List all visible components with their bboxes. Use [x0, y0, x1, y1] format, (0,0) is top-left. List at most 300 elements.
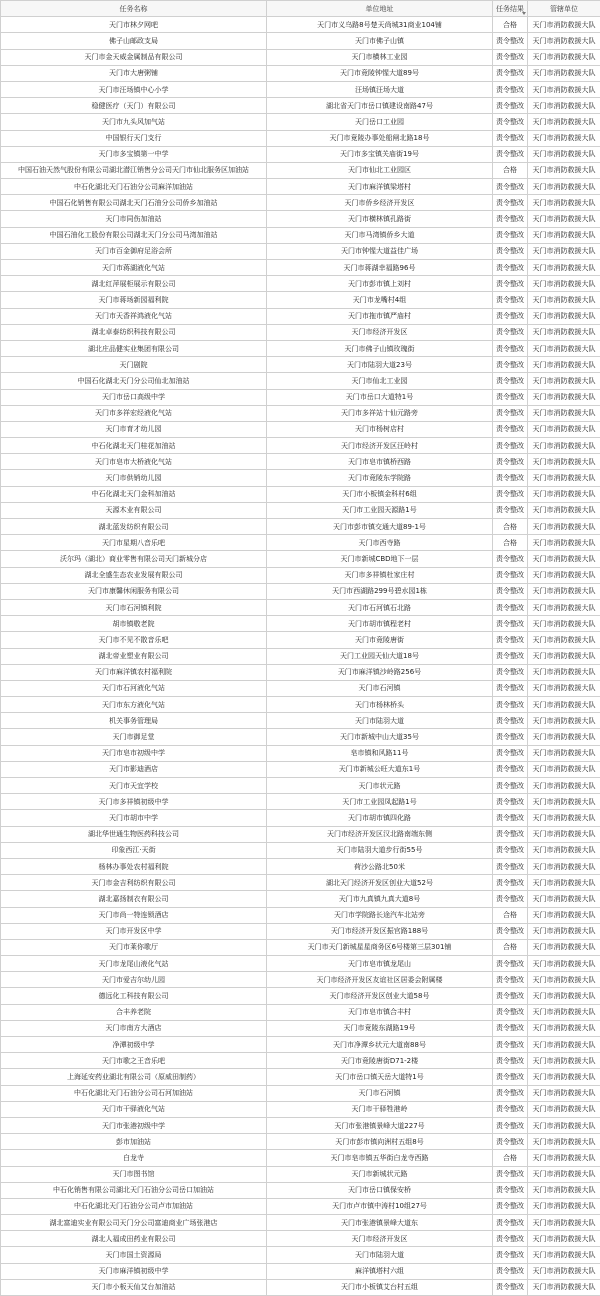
cell-jurisdiction[interactable]: 天门市消防救援大队 [528, 243, 600, 259]
table-row[interactable] [1, 1134, 600, 1150]
header-unit-address[interactable] [267, 1, 493, 17]
cell-task-name[interactable]: 中国银行天门支行 [1, 130, 267, 146]
cell-unit-address[interactable]: 天门市钟惺大道益佳广场 [267, 243, 493, 259]
cell-task-result[interactable]: 合格 [493, 939, 528, 955]
cell-task-name[interactable]: 中石化湖北天门桂花加油站 [1, 438, 267, 454]
table-row[interactable] [1, 907, 600, 923]
cell-task-name[interactable]: 天门市蒋湖液化气站 [1, 260, 267, 276]
cell-unit-address[interactable]: 天门市岳口镇保安桥 [267, 1182, 493, 1198]
cell-task-name[interactable]: 天门市天宜学校 [1, 778, 267, 794]
cell-unit-address[interactable]: 天门工业园天仙大道18号 [267, 648, 493, 664]
cell-task-result[interactable]: 责令整改 [493, 794, 528, 810]
cell-jurisdiction[interactable]: 天门市消防救援大队 [528, 1053, 600, 1069]
cell-task-result[interactable]: 责令整改 [493, 875, 528, 891]
table-row[interactable] [1, 1085, 600, 1101]
cell-task-result[interactable]: 责令整改 [493, 1134, 528, 1150]
table-row[interactable] [1, 49, 600, 65]
cell-task-name[interactable]: 中石化湖北天门石油分公司卢市加油站 [1, 1198, 267, 1214]
cell-unit-address[interactable]: 天门市杨林桥头 [267, 697, 493, 713]
cell-task-result[interactable]: 责令整改 [493, 1004, 528, 1020]
cell-task-result[interactable]: 责令整改 [493, 1166, 528, 1182]
cell-task-result[interactable]: 责令整改 [493, 260, 528, 276]
cell-unit-address[interactable]: 天门市岳口大道特1号 [267, 389, 493, 405]
cell-task-name[interactable]: 湖北蓝发纺织有限公司 [1, 519, 267, 535]
cell-task-result[interactable]: 责令整改 [493, 664, 528, 680]
cell-task-name[interactable]: 天门市汪场镇中心小学 [1, 81, 267, 97]
table-row[interactable] [1, 729, 600, 745]
cell-unit-address[interactable]: 天门市彭市镇上刘村 [267, 276, 493, 292]
table-row[interactable] [1, 875, 600, 891]
cell-task-name[interactable]: 天门市金吉利纺织有限公司 [1, 875, 267, 891]
cell-jurisdiction[interactable]: 天门市消防救援大队 [528, 1117, 600, 1133]
cell-task-name[interactable]: 天门市皂市初级中学 [1, 745, 267, 761]
cell-task-name[interactable]: 天门市尚一特连锁酒店 [1, 907, 267, 923]
cell-jurisdiction[interactable]: 天门市消防救援大队 [528, 454, 600, 470]
cell-task-result[interactable]: 责令整改 [493, 1182, 528, 1198]
cell-task-result[interactable]: 责令整改 [493, 502, 528, 518]
table-row[interactable] [1, 826, 600, 842]
cell-task-name[interactable]: 天门市多祥宏经液化气站 [1, 405, 267, 421]
cell-task-name[interactable]: 净潭初级中学 [1, 1037, 267, 1053]
cell-task-result[interactable]: 责令整改 [493, 49, 528, 65]
cell-jurisdiction[interactable]: 天门市消防救援大队 [528, 1150, 600, 1166]
cell-jurisdiction[interactable]: 天门市消防救援大队 [528, 1101, 600, 1117]
cell-task-result[interactable]: 责令整改 [493, 421, 528, 437]
table-row[interactable] [1, 114, 600, 130]
cell-task-result[interactable]: 责令整改 [493, 211, 528, 227]
cell-unit-address[interactable]: 天门市新城状元路 [267, 1166, 493, 1182]
cell-task-name[interactable]: 中石化湖北天门金科加油站 [1, 486, 267, 502]
cell-task-result[interactable]: 责令整改 [493, 340, 528, 356]
cell-jurisdiction[interactable]: 天门市消防救援大队 [528, 680, 600, 696]
header-task-result[interactable] [493, 1, 528, 17]
cell-task-name[interactable]: 稳健医疗（天门）有限公司 [1, 98, 267, 114]
cell-unit-address[interactable]: 天门市蒋湖幸福路96号 [267, 260, 493, 276]
cell-jurisdiction[interactable]: 天门市消防救援大队 [528, 1020, 600, 1036]
cell-task-result[interactable]: 责令整改 [493, 146, 528, 162]
cell-task-name[interactable]: 中国石化湖北天门分公司仙北加油站 [1, 373, 267, 389]
cell-jurisdiction[interactable]: 天门市消防救援大队 [528, 130, 600, 146]
table-row[interactable] [1, 81, 600, 97]
cell-jurisdiction[interactable]: 天门市消防救援大队 [528, 907, 600, 923]
table-row[interactable] [1, 972, 600, 988]
cell-unit-address[interactable]: 天门市石河镇 [267, 680, 493, 696]
cell-unit-address[interactable]: 天门市张港镇景峰大道227号 [267, 1117, 493, 1133]
cell-jurisdiction[interactable]: 天门市消防救援大队 [528, 340, 600, 356]
cell-task-result[interactable]: 责令整改 [493, 648, 528, 664]
table-row[interactable] [1, 648, 600, 664]
table-row[interactable] [1, 1166, 600, 1182]
cell-unit-address[interactable]: 天门市麻洋镇沙岭路256号 [267, 664, 493, 680]
cell-task-result[interactable]: 责令整改 [493, 988, 528, 1004]
cell-unit-address[interactable]: 天门市横林工业园 [267, 49, 493, 65]
cell-task-result[interactable]: 责令整改 [493, 1117, 528, 1133]
table-row[interactable] [1, 308, 600, 324]
cell-jurisdiction[interactable]: 天门市消防救援大队 [528, 713, 600, 729]
cell-jurisdiction[interactable]: 天门市消防救援大队 [528, 276, 600, 292]
header-task-name[interactable] [1, 1, 267, 17]
cell-task-name[interactable]: 天门市供销幼儿园 [1, 470, 267, 486]
cell-task-result[interactable]: 合格 [493, 535, 528, 551]
cell-task-result[interactable]: 责令整改 [493, 65, 528, 81]
cell-unit-address[interactable]: 天门市经济开发区友谊社区居委会附属楼 [267, 972, 493, 988]
table-row[interactable] [1, 1101, 600, 1117]
cell-unit-address[interactable]: 天门市竟陵唐街D71-2楼 [267, 1053, 493, 1069]
cell-task-result[interactable]: 责令整改 [493, 551, 528, 567]
cell-jurisdiction[interactable]: 天门市消防救援大队 [528, 114, 600, 130]
cell-task-result[interactable]: 责令整改 [493, 567, 528, 583]
cell-jurisdiction[interactable]: 天门市消防救援大队 [528, 49, 600, 65]
cell-task-name[interactable]: 天门市石河液化气站 [1, 680, 267, 696]
cell-jurisdiction[interactable]: 天门市消防救援大队 [528, 405, 600, 421]
cell-task-name[interactable]: 印象西江·天街 [1, 842, 267, 858]
cell-task-result[interactable]: 责令整改 [493, 761, 528, 777]
cell-unit-address[interactable]: 天门市经济开发区 [267, 324, 493, 340]
cell-unit-address[interactable]: 天门市经济开发区 [267, 1231, 493, 1247]
cell-task-result[interactable]: 责令整改 [493, 276, 528, 292]
cell-unit-address[interactable]: 天门市张港镇景峰大道东 [267, 1215, 493, 1231]
cell-jurisdiction[interactable]: 天门市消防救援大队 [528, 794, 600, 810]
table-row[interactable] [1, 1150, 600, 1166]
table-row[interactable] [1, 583, 600, 599]
cell-task-name[interactable]: 湖北庄品健实业集团有限公司 [1, 340, 267, 356]
table-row[interactable] [1, 956, 600, 972]
cell-task-name[interactable]: 胡市镇敬老院 [1, 616, 267, 632]
cell-task-name[interactable]: 天门市多宝镇第一中学 [1, 146, 267, 162]
cell-task-result[interactable]: 合格 [493, 17, 528, 33]
table-row[interactable] [1, 842, 600, 858]
cell-unit-address[interactable]: 天门市皂市镇合丰村 [267, 1004, 493, 1020]
cell-unit-address[interactable]: 天门市竟陵东湖路19号 [267, 1020, 493, 1036]
cell-task-result[interactable]: 责令整改 [493, 438, 528, 454]
cell-task-name[interactable]: 湖北华世通生物医药科技公司 [1, 826, 267, 842]
cell-task-name[interactable]: 天门市歌之王音乐吧 [1, 1053, 267, 1069]
cell-unit-address[interactable]: 天门岳口工业园 [267, 114, 493, 130]
cell-task-name[interactable]: 白龙寺 [1, 1150, 267, 1166]
cell-unit-address[interactable]: 天门市经济开发区振官路188号 [267, 923, 493, 939]
cell-task-result[interactable]: 责令整改 [493, 470, 528, 486]
cell-task-name[interactable]: 天门市九头风加气站 [1, 114, 267, 130]
cell-unit-address[interactable]: 湖北省天门市岳口镇建设南路47号 [267, 98, 493, 114]
cell-task-result[interactable]: 责令整改 [493, 826, 528, 842]
cell-unit-address[interactable]: 天门市小板镇艾台村五组 [267, 1279, 493, 1295]
cell-task-result[interactable]: 责令整改 [493, 1215, 528, 1231]
cell-unit-address[interactable]: 天门市西湖路299号碧水园1栋 [267, 583, 493, 599]
cell-unit-address[interactable]: 天门市岳口镇天岳大道特1号 [267, 1069, 493, 1085]
cell-jurisdiction[interactable]: 天门市消防救援大队 [528, 308, 600, 324]
cell-jurisdiction[interactable]: 天门市消防救援大队 [528, 1247, 600, 1263]
cell-task-result[interactable]: 责令整改 [493, 389, 528, 405]
cell-task-result[interactable]: 责令整改 [493, 858, 528, 874]
cell-unit-address[interactable]: 天门市新城公旺大道东1号 [267, 761, 493, 777]
cell-task-name[interactable]: 天门市麻洋镇初级中学 [1, 1263, 267, 1279]
cell-task-name[interactable]: 天门市胡市中学 [1, 810, 267, 826]
cell-jurisdiction[interactable]: 天门市消防救援大队 [528, 470, 600, 486]
cell-jurisdiction[interactable]: 天门市消防救援大队 [528, 162, 600, 178]
cell-jurisdiction[interactable]: 天门市消防救援大队 [528, 1279, 600, 1295]
cell-task-result[interactable]: 责令整改 [493, 632, 528, 648]
cell-task-name[interactable]: 湖北卓泰纺织科技有限公司 [1, 324, 267, 340]
cell-unit-address[interactable]: 天门市佛子山镇玫瑰街 [267, 340, 493, 356]
table-row[interactable] [1, 373, 600, 389]
cell-task-name[interactable]: 机关事务管理局 [1, 713, 267, 729]
table-row[interactable] [1, 130, 600, 146]
cell-task-result[interactable]: 责令整改 [493, 842, 528, 858]
cell-task-result[interactable]: 责令整改 [493, 195, 528, 211]
cell-jurisdiction[interactable]: 天门市消防救援大队 [528, 389, 600, 405]
cell-task-result[interactable]: 责令整改 [493, 745, 528, 761]
table-row[interactable] [1, 1020, 600, 1036]
cell-jurisdiction[interactable]: 天门市消防救援大队 [528, 324, 600, 340]
table-row[interactable] [1, 1182, 600, 1198]
table-row[interactable] [1, 389, 600, 405]
cell-task-result[interactable]: 责令整改 [493, 114, 528, 130]
cell-task-result[interactable]: 责令整改 [493, 1231, 528, 1247]
cell-jurisdiction[interactable]: 天门市消防救援大队 [528, 486, 600, 502]
cell-task-result[interactable]: 责令整改 [493, 729, 528, 745]
cell-unit-address[interactable]: 天门市经济开发区汪岭村 [267, 438, 493, 454]
cell-jurisdiction[interactable]: 天门市消防救援大队 [528, 438, 600, 454]
table-row[interactable] [1, 599, 600, 615]
cell-jurisdiction[interactable]: 天门市消防救援大队 [528, 956, 600, 972]
cell-jurisdiction[interactable]: 天门市消防救援大队 [528, 567, 600, 583]
cell-jurisdiction[interactable]: 天门市消防救援大队 [528, 599, 600, 615]
cell-task-result[interactable]: 责令整改 [493, 292, 528, 308]
cell-task-name[interactable]: 天门市张港初级中学 [1, 1117, 267, 1133]
cell-task-name[interactable]: 天门市麻洋镇农村福利院 [1, 664, 267, 680]
cell-unit-address[interactable]: 荷沙公路北50米 [267, 858, 493, 874]
cell-task-name[interactable]: 天门市龙尾山液化气站 [1, 956, 267, 972]
cell-jurisdiction[interactable]: 天门市消防救援大队 [528, 1004, 600, 1020]
cell-unit-address[interactable]: 天门市多祥镇杜家庄村 [267, 567, 493, 583]
cell-task-name[interactable]: 天门市爱吉尔幼儿园 [1, 972, 267, 988]
table-row[interactable] [1, 1037, 600, 1053]
cell-task-name[interactable]: 天门市皂市大桥液化气站 [1, 454, 267, 470]
table-row[interactable] [1, 697, 600, 713]
cell-jurisdiction[interactable]: 天门市消防救援大队 [528, 33, 600, 49]
cell-jurisdiction[interactable]: 天门市消防救援大队 [528, 923, 600, 939]
cell-jurisdiction[interactable]: 天门市消防救援大队 [528, 195, 600, 211]
cell-task-name[interactable]: 天门市小板天仙艾台加油站 [1, 1279, 267, 1295]
cell-jurisdiction[interactable]: 天门市消防救援大队 [528, 826, 600, 842]
table-row[interactable] [1, 1263, 600, 1279]
cell-task-name[interactable]: 杨林办事处农村福利院 [1, 858, 267, 874]
cell-task-result[interactable]: 责令整改 [493, 130, 528, 146]
cell-jurisdiction[interactable]: 天门市消防救援大队 [528, 535, 600, 551]
table-row[interactable] [1, 292, 600, 308]
table-row[interactable] [1, 486, 600, 502]
table-row[interactable] [1, 551, 600, 567]
cell-task-result[interactable]: 责令整改 [493, 405, 528, 421]
cell-task-name[interactable]: 天门市干驿液化气站 [1, 1101, 267, 1117]
cell-task-result[interactable]: 责令整改 [493, 956, 528, 972]
cell-task-result[interactable]: 责令整改 [493, 697, 528, 713]
cell-jurisdiction[interactable]: 天门市消防救援大队 [528, 260, 600, 276]
cell-task-name[interactable]: 天门市育才幼儿园 [1, 421, 267, 437]
cell-task-name[interactable]: 湖北人福成田药业有限公司 [1, 1231, 267, 1247]
cell-task-result[interactable]: 责令整改 [493, 373, 528, 389]
cell-task-name[interactable]: 天源木业有限公司 [1, 502, 267, 518]
cell-jurisdiction[interactable]: 天门市消防救援大队 [528, 729, 600, 745]
cell-unit-address[interactable]: 天门市竟陵唐街 [267, 632, 493, 648]
cell-jurisdiction[interactable]: 天门市消防救援大队 [528, 842, 600, 858]
cell-jurisdiction[interactable]: 天门市消防救援大队 [528, 778, 600, 794]
cell-unit-address[interactable]: 天门市状元路 [267, 778, 493, 794]
cell-unit-address[interactable]: 麻洋镇塔村六组 [267, 1263, 493, 1279]
cell-unit-address[interactable]: 汪场镇汪场大道 [267, 81, 493, 97]
cell-unit-address[interactable]: 湖北天门经济开发区创业大道52号 [267, 875, 493, 891]
cell-task-name[interactable]: 天门剧院 [1, 357, 267, 373]
cell-task-name[interactable]: 合丰养老院 [1, 1004, 267, 1020]
cell-task-name[interactable]: 天门市不见不散音乐吧 [1, 632, 267, 648]
table-row[interactable] [1, 421, 600, 437]
cell-task-name[interactable]: 上海延安药业湖北有限公司（原威田制药） [1, 1069, 267, 1085]
cell-unit-address[interactable]: 天门市学院路长途汽车北站旁 [267, 907, 493, 923]
table-row[interactable] [1, 567, 600, 583]
table-row[interactable] [1, 243, 600, 259]
cell-task-result[interactable]: 责令整改 [493, 1037, 528, 1053]
cell-unit-address[interactable]: 天门市杨树店村 [267, 421, 493, 437]
cell-unit-address[interactable]: 天门市横林镇孔路街 [267, 211, 493, 227]
cell-task-result[interactable]: 合格 [493, 519, 528, 535]
cell-task-result[interactable]: 责令整改 [493, 81, 528, 97]
cell-unit-address[interactable]: 天门市石河镇 [267, 1085, 493, 1101]
cell-unit-address[interactable]: 天门市陆羽大道 [267, 713, 493, 729]
cell-task-name[interactable]: 天门市南方大酒店 [1, 1020, 267, 1036]
cell-task-result[interactable]: 合格 [493, 907, 528, 923]
table-row[interactable] [1, 535, 600, 551]
table-row[interactable] [1, 470, 600, 486]
cell-task-name[interactable]: 天门市多祥镇初级中学 [1, 794, 267, 810]
cell-jurisdiction[interactable]: 天门市消防救援大队 [528, 1166, 600, 1182]
cell-jurisdiction[interactable]: 天门市消防救援大队 [528, 810, 600, 826]
cell-unit-address[interactable]: 天门市皂市镇龙尾山 [267, 956, 493, 972]
table-row[interactable] [1, 1053, 600, 1069]
cell-task-result[interactable]: 责令整改 [493, 1085, 528, 1101]
table-row[interactable] [1, 17, 600, 33]
cell-task-result[interactable]: 合格 [493, 1150, 528, 1166]
cell-unit-address[interactable]: 天门市新城CBD地下一层 [267, 551, 493, 567]
cell-jurisdiction[interactable]: 天门市消防救援大队 [528, 179, 600, 195]
table-row[interactable] [1, 227, 600, 243]
table-row[interactable] [1, 276, 600, 292]
cell-unit-address[interactable]: 天门市多宝镇关庙街19号 [267, 146, 493, 162]
cell-task-result[interactable]: 责令整改 [493, 324, 528, 340]
table-row[interactable] [1, 664, 600, 680]
table-row[interactable] [1, 324, 600, 340]
cell-jurisdiction[interactable]: 天门市消防救援大队 [528, 1069, 600, 1085]
cell-jurisdiction[interactable]: 天门市消防救援大队 [528, 1263, 600, 1279]
cell-unit-address[interactable]: 天门市拖市镇严庙村 [267, 308, 493, 324]
cell-task-result[interactable]: 合格 [493, 162, 528, 178]
table-row[interactable] [1, 502, 600, 518]
cell-task-result[interactable]: 责令整改 [493, 923, 528, 939]
table-row[interactable] [1, 1004, 600, 1020]
cell-jurisdiction[interactable]: 天门市消防救援大队 [528, 616, 600, 632]
cell-task-result[interactable]: 责令整改 [493, 616, 528, 632]
table-row[interactable] [1, 923, 600, 939]
cell-unit-address[interactable]: 天门市仙北工业园区 [267, 162, 493, 178]
cell-task-result[interactable]: 责令整改 [493, 1020, 528, 1036]
cell-jurisdiction[interactable]: 天门市消防救援大队 [528, 17, 600, 33]
cell-jurisdiction[interactable]: 天门市消防救援大队 [528, 1231, 600, 1247]
cell-task-name[interactable]: 德远化工科技有限公司 [1, 988, 267, 1004]
cell-task-result[interactable]: 责令整改 [493, 1069, 528, 1085]
cell-task-name[interactable]: 中国石化销售有限公司湖北天门石油分公司侨乡加油站 [1, 195, 267, 211]
cell-jurisdiction[interactable]: 天门市消防救援大队 [528, 519, 600, 535]
cell-jurisdiction[interactable]: 天门市消防救援大队 [528, 1134, 600, 1150]
cell-unit-address[interactable]: 天门市工业园天源路1号 [267, 502, 493, 518]
cell-task-name[interactable]: 天门市石河镇利院 [1, 599, 267, 615]
cell-jurisdiction[interactable]: 天门市消防救援大队 [528, 939, 600, 955]
filter-dropdown-icon[interactable] [522, 12, 526, 15]
cell-task-result[interactable]: 责令整改 [493, 1101, 528, 1117]
cell-task-result[interactable]: 责令整改 [493, 1279, 528, 1295]
cell-unit-address[interactable]: 天门市彭市镇交通大道89-1号 [267, 519, 493, 535]
cell-task-result[interactable]: 责令整改 [493, 243, 528, 259]
cell-task-result[interactable]: 责令整改 [493, 680, 528, 696]
cell-unit-address[interactable]: 天门市经济开发区汉北路南端东侧 [267, 826, 493, 842]
cell-jurisdiction[interactable]: 天门市消防救援大队 [528, 632, 600, 648]
cell-jurisdiction[interactable]: 天门市消防救援大队 [528, 292, 600, 308]
cell-jurisdiction[interactable]: 天门市消防救援大队 [528, 227, 600, 243]
cell-jurisdiction[interactable]: 天门市消防救援大队 [528, 1085, 600, 1101]
table-row[interactable] [1, 858, 600, 874]
cell-unit-address[interactable]: 天门市胡市镇四化路 [267, 810, 493, 826]
cell-task-name[interactable]: 天门市金天威金属制品有限公司 [1, 49, 267, 65]
cell-jurisdiction[interactable]: 天门市消防救援大队 [528, 146, 600, 162]
cell-task-name[interactable]: 天门市星期八音乐吧 [1, 535, 267, 551]
cell-task-name[interactable]: 天门市康馨休闲服务有限公司 [1, 583, 267, 599]
cell-jurisdiction[interactable]: 天门市消防救援大队 [528, 551, 600, 567]
cell-unit-address[interactable]: 天门市新城中山大道35号 [267, 729, 493, 745]
cell-jurisdiction[interactable]: 天门市消防救援大队 [528, 648, 600, 664]
cell-task-result[interactable]: 责令整改 [493, 583, 528, 599]
cell-jurisdiction[interactable]: 天门市消防救援大队 [528, 65, 600, 81]
table-row[interactable] [1, 632, 600, 648]
cell-task-name[interactable]: 天门市岳口高级中学 [1, 389, 267, 405]
cell-jurisdiction[interactable]: 天门市消防救援大队 [528, 745, 600, 761]
cell-unit-address[interactable]: 天门市西寺路 [267, 535, 493, 551]
cell-unit-address[interactable]: 天门市干驿牲港岭 [267, 1101, 493, 1117]
cell-task-name[interactable]: 天门市大唐粥铺 [1, 65, 267, 81]
cell-task-name[interactable]: 天门市同伤加油站 [1, 211, 267, 227]
cell-task-name[interactable]: 沃尔玛（湖北）商业零售有限公司天门新城分店 [1, 551, 267, 567]
cell-task-name[interactable]: 中国石油天然气股份有限公司湖北潜江销售分公司天门市仙北服务区加油站 [1, 162, 267, 178]
cell-task-name[interactable]: 中国石油化工股份有限公司湖北天门分公司马湾加油站 [1, 227, 267, 243]
cell-unit-address[interactable]: 天门市龙嘴村4组 [267, 292, 493, 308]
cell-task-name[interactable]: 佛子山邮政支局 [1, 33, 267, 49]
table-row[interactable] [1, 357, 600, 373]
cell-unit-address[interactable]: 天门市麻洋镇梁塔村 [267, 179, 493, 195]
cell-unit-address[interactable]: 天门市竟陵钟惺大道89号 [267, 65, 493, 81]
cell-task-result[interactable]: 责令整改 [493, 1263, 528, 1279]
cell-jurisdiction[interactable]: 天门市消防救援大队 [528, 81, 600, 97]
cell-task-result[interactable]: 责令整改 [493, 357, 528, 373]
cell-task-result[interactable]: 责令整改 [493, 713, 528, 729]
cell-jurisdiction[interactable]: 天门市消防救援大队 [528, 1037, 600, 1053]
cell-unit-address[interactable]: 天门市皂市镇五华街白龙寺西路 [267, 1150, 493, 1166]
cell-task-result[interactable]: 责令整改 [493, 486, 528, 502]
table-row[interactable] [1, 211, 600, 227]
table-row[interactable] [1, 340, 600, 356]
cell-jurisdiction[interactable]: 天门市消防救援大队 [528, 421, 600, 437]
cell-unit-address[interactable]: 天门市佛子山镇 [267, 33, 493, 49]
cell-jurisdiction[interactable]: 天门市消防救援大队 [528, 697, 600, 713]
cell-task-result[interactable]: 责令整改 [493, 1247, 528, 1263]
table-row[interactable] [1, 162, 600, 178]
cell-jurisdiction[interactable]: 天门市消防救援大队 [528, 1215, 600, 1231]
